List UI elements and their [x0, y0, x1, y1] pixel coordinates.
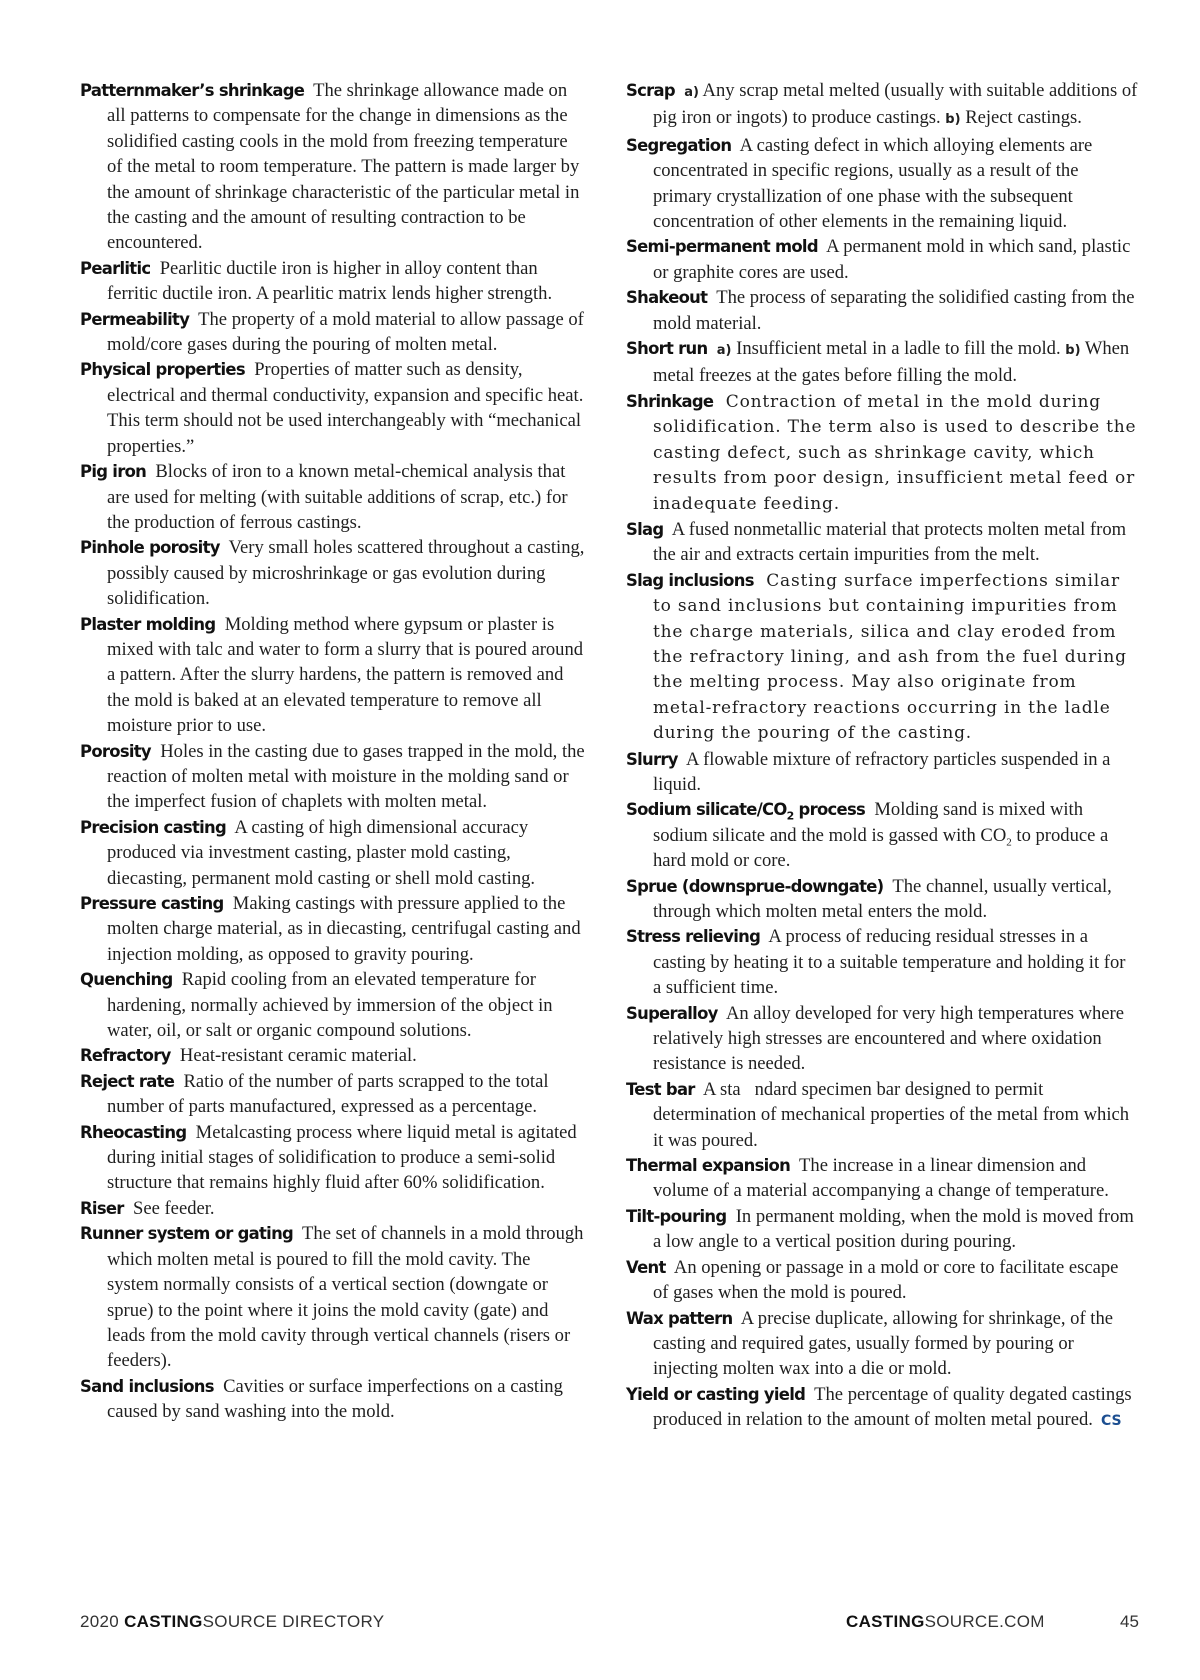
glossary-entry-short-run — [626, 336, 1138, 389]
glossary-definition: An alloy developed for very high temperatures where relatively high stresses are encountered and where oxidation resistance is needed. — [653, 1002, 1125, 1075]
glossary-term: Permeability — [80, 309, 190, 329]
glossary-entry-sprue — [626, 874, 1138, 925]
glossary-entry — [80, 535, 586, 611]
glossary-entry — [80, 357, 586, 459]
glossary-entry-shrinkage — [626, 389, 1138, 517]
subscript: 2 — [786, 809, 794, 823]
glossary-definition: Holes in the casting due to gases trapped in the mold, the reaction of molten metal with moisture in the molding sand or the imperfect fusion of chaplets with molten metal. — [107, 740, 585, 813]
glossary-entry — [80, 78, 586, 256]
glossary-term: Stress relieving — [626, 927, 761, 947]
glossary-definition: Molding sand is mixed with sodium silicate and the mold is gassed with CO — [653, 799, 1084, 846]
glossary-definition: Contraction of metal in the mold during solidification. The term also is used to describe the casting defect, such as shrinkage cavity, which results from poor design, insufficient metal feed or inadequate feeding. — [653, 391, 1137, 514]
page-number: 45 — [1120, 1612, 1139, 1631]
glossary-term: Patternmaker’s shrinkage — [80, 81, 305, 100]
glossary-definition: Cavities or surface imperfections on a casting caused by sand washing into the mold. — [107, 1375, 563, 1423]
glossary-definition: Metalcasting process where liquid metal is agitated during initial stages of solidification to produce a semi-solid structure that remains highly fluid after 60% solidification. — [107, 1121, 577, 1194]
glossary-entry-yield — [626, 1382, 1138, 1435]
glossary-term: Quenching — [80, 970, 173, 990]
glossary-entry-tilt-pouring — [626, 1204, 1138, 1255]
glossary-term: Riser — [80, 1198, 124, 1218]
glossary-term: Reject rate — [80, 1071, 175, 1091]
casting-source-end-mark: CS — [1100, 1413, 1122, 1430]
glossary-entry — [80, 967, 586, 1043]
glossary-term: Thermal expansion — [626, 1156, 791, 1176]
glossary-entry-vent — [626, 1255, 1138, 1306]
glossary-entry-stress-relieving — [626, 924, 1138, 1000]
glossary-definition: Casting surface imperfections similar to sand inclusions but containing impurities from the charge materials, silica and clay eroded from the refractory lining, and ash from the fuel during the melting process. May also originate from metal-refractory reactions occurring in the ladle during the pouring of the casting. — [653, 570, 1127, 744]
glossary-entry-slurry — [626, 747, 1138, 798]
list-marker-a: a) — [716, 343, 732, 359]
glossary-entry — [80, 1374, 586, 1425]
footer-website[interactable] — [846, 1612, 1045, 1636]
glossary-definition: The set of channels in a mold through which molten metal is poured to fill the mold cavity. The system normally consists of a vertical section (downgate or sprue) to the point where it joins the mold cavity (gate) and leads from the mold cavity through vertical channels (risers or feeders). — [107, 1223, 584, 1372]
glossary-term: Wax pattern — [626, 1308, 733, 1328]
glossary-entry — [80, 307, 586, 358]
glossary-definition: A sta ndard specimen bar designed to permit determination of mechanical properties of the metal from which it was poured. — [653, 1078, 1134, 1151]
glossary-term: Shakeout — [626, 288, 708, 308]
glossary-definition: Pearlitic ductile iron is higher in alloy content than ferritic ductile iron. A pearlitic matrix lends higher strength. — [107, 257, 553, 305]
glossary-entry — [80, 612, 586, 739]
glossary-entry-shakeout — [626, 285, 1138, 336]
glossary-term: Yield or casting yield — [626, 1384, 806, 1404]
glossary-term: Superalloy — [626, 1003, 718, 1023]
glossary-entry — [80, 1221, 586, 1373]
term-part: process — [793, 800, 866, 820]
glossary-definition: A process of reducing residual stresses in a casting by heating it to a suitable temperature and holding it for a sufficient time. — [653, 926, 1126, 999]
glossary-entry-wax-pattern — [626, 1306, 1138, 1382]
glossary-entry — [80, 1043, 586, 1068]
glossary-term: Rheocasting — [80, 1122, 187, 1142]
footer-brand-bold: CASTING — [124, 1612, 203, 1631]
footer-site-bold: CASTING — [846, 1612, 925, 1631]
glossary-entry-scrap — [626, 78, 1138, 133]
footer-brand-rest: SOURCE DIRECTORY — [202, 1612, 385, 1631]
subscript: 2 — [1006, 836, 1012, 849]
glossary-term: Slurry — [626, 749, 678, 769]
footer-site-rest: SOURCE.COM — [924, 1612, 1045, 1631]
glossary-term: Segregation — [626, 135, 732, 155]
glossary-term: Physical properties — [80, 360, 245, 380]
glossary-term: Scrap — [626, 81, 675, 100]
list-marker-a: a) — [684, 85, 699, 100]
glossary-term: Vent — [626, 1257, 666, 1277]
glossary-entry — [80, 739, 586, 815]
glossary-entry — [80, 1196, 586, 1221]
glossary-term: Slag inclusions — [626, 570, 754, 590]
glossary-definition: The property of a mold material to allow passage of mold/core gases during the pouring of molten metal. — [107, 308, 584, 356]
glossary-term: Precision casting — [80, 817, 227, 837]
glossary-entry — [80, 1120, 586, 1196]
footer-year: 2020 — [80, 1612, 120, 1631]
glossary-entry — [80, 256, 586, 307]
glossary-entry-sodium-silicate — [626, 797, 1138, 873]
glossary-definition: Insufficient metal in a ladle to fill the mold. — [736, 338, 1061, 360]
glossary-definition: to produce a hard mold or core. — [653, 824, 1109, 872]
glossary-definition: Making castings with pressure applied to the molten charge material, as in diecasting, centrifugal casting and injection molding, as opposed to gravity pouring. — [107, 893, 581, 965]
glossary-term — [626, 800, 866, 823]
glossary-definition: Any scrap metal melted (usually with suitable additions of pig iron or ingots) to produce castings. — [653, 80, 1138, 129]
glossary-entry — [80, 815, 586, 891]
list-marker-b: b) — [945, 112, 961, 128]
glossary-entry — [80, 459, 586, 535]
glossary-definition: The process of separating the solidified casting from the mold material. — [653, 287, 1135, 334]
glossary-entry-superalloy — [626, 1001, 1138, 1077]
glossary-definition: Reject castings. — [965, 107, 1082, 129]
glossary-term: Slag — [626, 519, 664, 539]
glossary-term: Pressure casting — [80, 894, 224, 913]
glossary-definition: Very small holes scattered throughout a casting, possibly caused by microshrinkage or gas evolution during solidification. — [107, 537, 585, 610]
glossary-term: Test bar — [626, 1079, 695, 1099]
glossary-term: Plaster molding — [80, 614, 216, 634]
glossary-term: Semi-permanent mold — [626, 237, 818, 257]
glossary-definition: A precise duplicate, allowing for shrinkage, of the casting and required gates, usually formed by pouring or injecting molten wax into a die or mold. — [653, 1307, 1114, 1380]
glossary-definition: The increase in a linear dimension and volume of a material accompanying a change of temperature. — [653, 1155, 1109, 1202]
glossary-entry-test-bar — [626, 1077, 1138, 1153]
list-marker-b: b) — [1065, 343, 1081, 359]
glossary-definition: A casting of high dimensional accuracy produced via investment casting, plaster mold casting, diecasting, permanent mold casting or shell mold casting. — [107, 816, 536, 889]
glossary-definition: See feeder. — [133, 1197, 215, 1219]
glossary-definition: Blocks of iron to a known metal-chemical analysis that are used for melting (with suitable additions of scrap, etc.) for the production of ferrous castings. — [107, 461, 568, 533]
glossary-entry-slag-inclusions — [626, 568, 1138, 747]
glossary-column-left — [80, 78, 586, 1425]
glossary-entry — [80, 1069, 586, 1120]
glossary-entry-thermal-expansion — [626, 1153, 1138, 1204]
glossary-definition: Ratio of the number of parts scrapped to the total number of parts manufactured, expressed as a percentage. — [107, 1070, 549, 1118]
glossary-term: Sprue (downsprue-downgate) — [626, 876, 884, 896]
glossary-term: Pinhole porosity — [80, 538, 220, 558]
glossary-term: Tilt-pouring — [626, 1206, 727, 1226]
glossary-entry-semi-permanent-mold — [626, 234, 1138, 285]
glossary-definition: Properties of matter such as density, electrical and thermal conductivity, expansion and specific heat. This term should not be used interchangeably with “mechanical properties.” — [107, 359, 584, 457]
footer-publication-title — [80, 1612, 384, 1636]
glossary-definition: The channel, usually vertical, through which molten metal enters the mold. — [653, 875, 1112, 922]
glossary-term: Pig iron — [80, 462, 147, 482]
glossary-column-right — [626, 78, 1138, 1435]
glossary-term: Runner system or gating — [80, 1224, 294, 1244]
term-part: Sodium silicate/CO — [626, 800, 787, 820]
glossary-definition: An opening or passage in a mold or core to facilitate escape of gases when the mold is poured. — [653, 1256, 1119, 1304]
glossary-term: Shrinkage — [626, 391, 714, 411]
glossary-definition: The shrinkage allowance made on all patterns to compensate for the change in dimensions as the solidified casting cools in the mold from freezing temperature of the metal to room temperature. The pattern is made larger by the amount of shrinkage characteristic of the particular metal in the casting and the amount of resulting contraction to be encountered. — [107, 80, 580, 254]
glossary-entry — [80, 891, 586, 967]
glossary-definition: The percentage of quality degated castings produced in relation to the amount of molten metal poured. — [653, 1383, 1132, 1431]
glossary-definition: A casting defect in which alloying elements are concentrated in specific regions, usually as a result of the primary crystallization of one phase with the subsequent concentration of other elements in the remaining liquid. — [653, 134, 1093, 233]
glossary-definition: Molding method where gypsum or plaster is mixed with talc and water to form a slurry that is poured around a pattern. After the slurry hardens, the pattern is removed and the mold is baked at an elevated temperature to remove all moisture prior to use. — [107, 613, 584, 737]
glossary-term: Sand inclusions — [80, 1376, 214, 1396]
glossary-definition: When metal freezes at the gates before filling the mold. — [653, 338, 1130, 387]
glossary-definition: A fused nonmetallic material that protects molten metal from the air and extracts certain impurities from the melt. — [653, 518, 1127, 566]
glossary-definition: In permanent molding, when the mold is moved from a low angle to a vertical position during pouring. — [653, 1205, 1134, 1253]
glossary-definition: Rapid cooling from an elevated temperature for hardening, normally achieved by immersion of the object in water, oil, or salt or organic compound solutions. — [107, 969, 553, 1042]
glossary-term: Short run — [626, 339, 708, 359]
glossary-definition: A permanent mold in which sand, plastic or graphite cores are used. — [653, 236, 1131, 283]
glossary-definition: A flowable mixture of refractory particles suspended in a liquid. — [653, 748, 1111, 795]
glossary-entry-segregation — [626, 133, 1138, 235]
glossary-entry-slag — [626, 517, 1138, 568]
glossary-term: Refractory — [80, 1046, 171, 1066]
glossary-definition: Heat-resistant ceramic material. — [179, 1045, 417, 1067]
glossary-term: Porosity — [80, 741, 151, 761]
glossary-term: Pearlitic — [80, 258, 151, 278]
